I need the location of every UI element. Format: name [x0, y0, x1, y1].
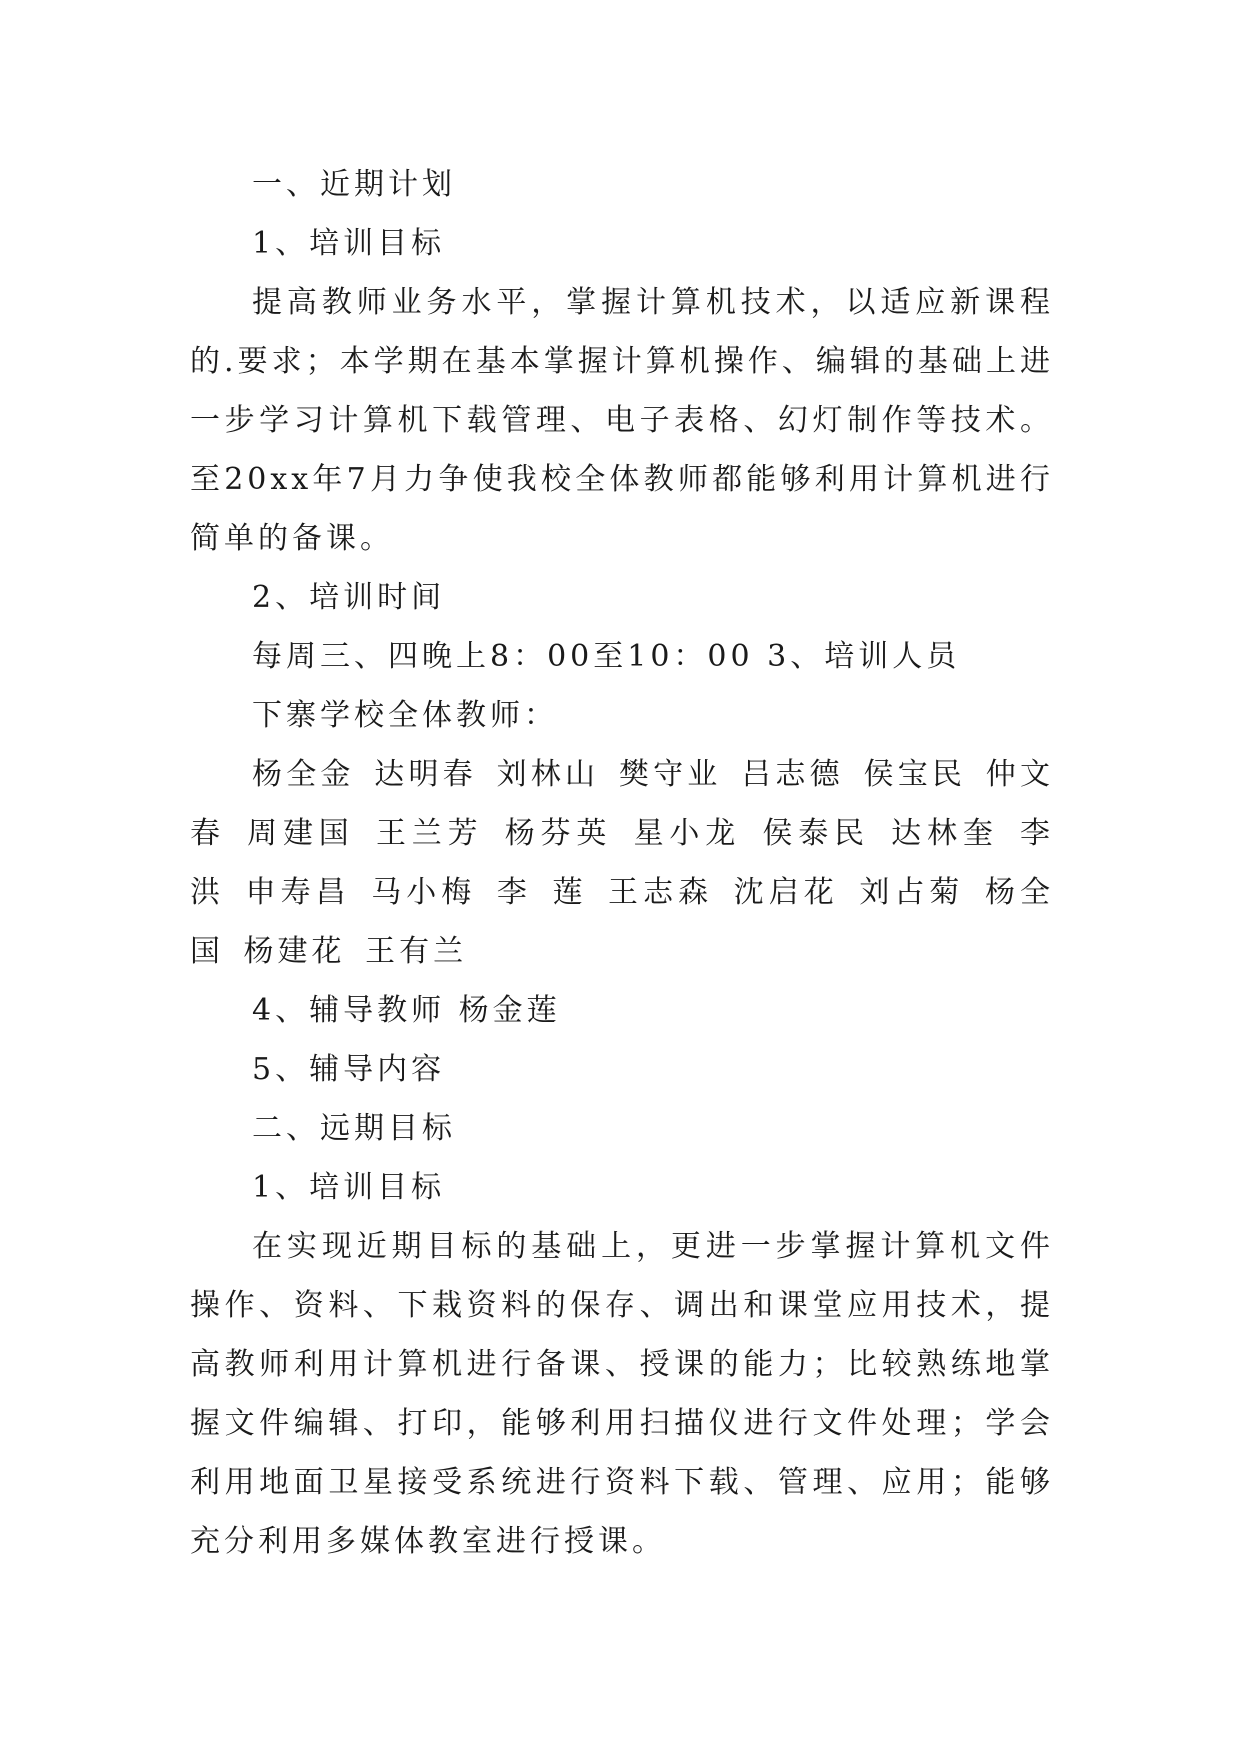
- subheading-training-goal: 1、培训目标: [252, 226, 446, 261]
- subheading-training-time: 2、培训时间: [252, 580, 446, 615]
- document-body: [190, 155, 1054, 1571]
- paragraph-training-goal: 提高教师业务水平，掌握计算机技术，以适应新课程的.要求；本学期在基本掌握计算机操作、编辑的基础上进一步学习计算机下载管理、电子表格、幻灯制作等技术。至20xx年7月力争使我校全体教师都能够利用计算机进行简单的备课。: [190, 285, 1054, 556]
- paragraph-long-term-goal: 在实现近期目标的基础上，更进一步掌握计算机文件操作、资料、下栽资料的保存、调出和课堂应用技术，提高教师利用计算机进行备课、授课的能力；比较熟练地掌握文件编辑、打印，能够利用扫描仪进行文件处理；学会利用地面卫星接受系统进行资料下载、管理、应用；能够充分利用多媒体教室进行授课。: [190, 1229, 1054, 1559]
- section-heading-near-term-plan: 一、近期计划: [252, 167, 456, 202]
- paragraph-teacher-names: 杨全金 达明春 刘林山 樊守业 吕志德 侯宝民 仲文春 周建国 王兰芳 杨芬英 星小龙 侯泰民 达林奎 李 洪 申寿昌 马小梅 李 莲 王志森 沈启花 刘占菊 杨全国 杨建花 王有兰: [190, 757, 1054, 969]
- paragraph-training-time: 每周三、四晚上8：00至10：00 3、培训人员: [252, 639, 961, 674]
- paragraph-trainees-intro: 下寨学校全体教师：: [252, 698, 558, 733]
- subheading-tutoring-content: 5、辅导内容: [252, 1052, 446, 1087]
- subheading-training-goal-2: 1、培训目标: [252, 1170, 446, 1205]
- paragraph-tutor-teacher: 4、辅导教师 杨金莲: [252, 993, 561, 1028]
- section-heading-long-term-goal: 二、远期目标: [252, 1111, 456, 1146]
